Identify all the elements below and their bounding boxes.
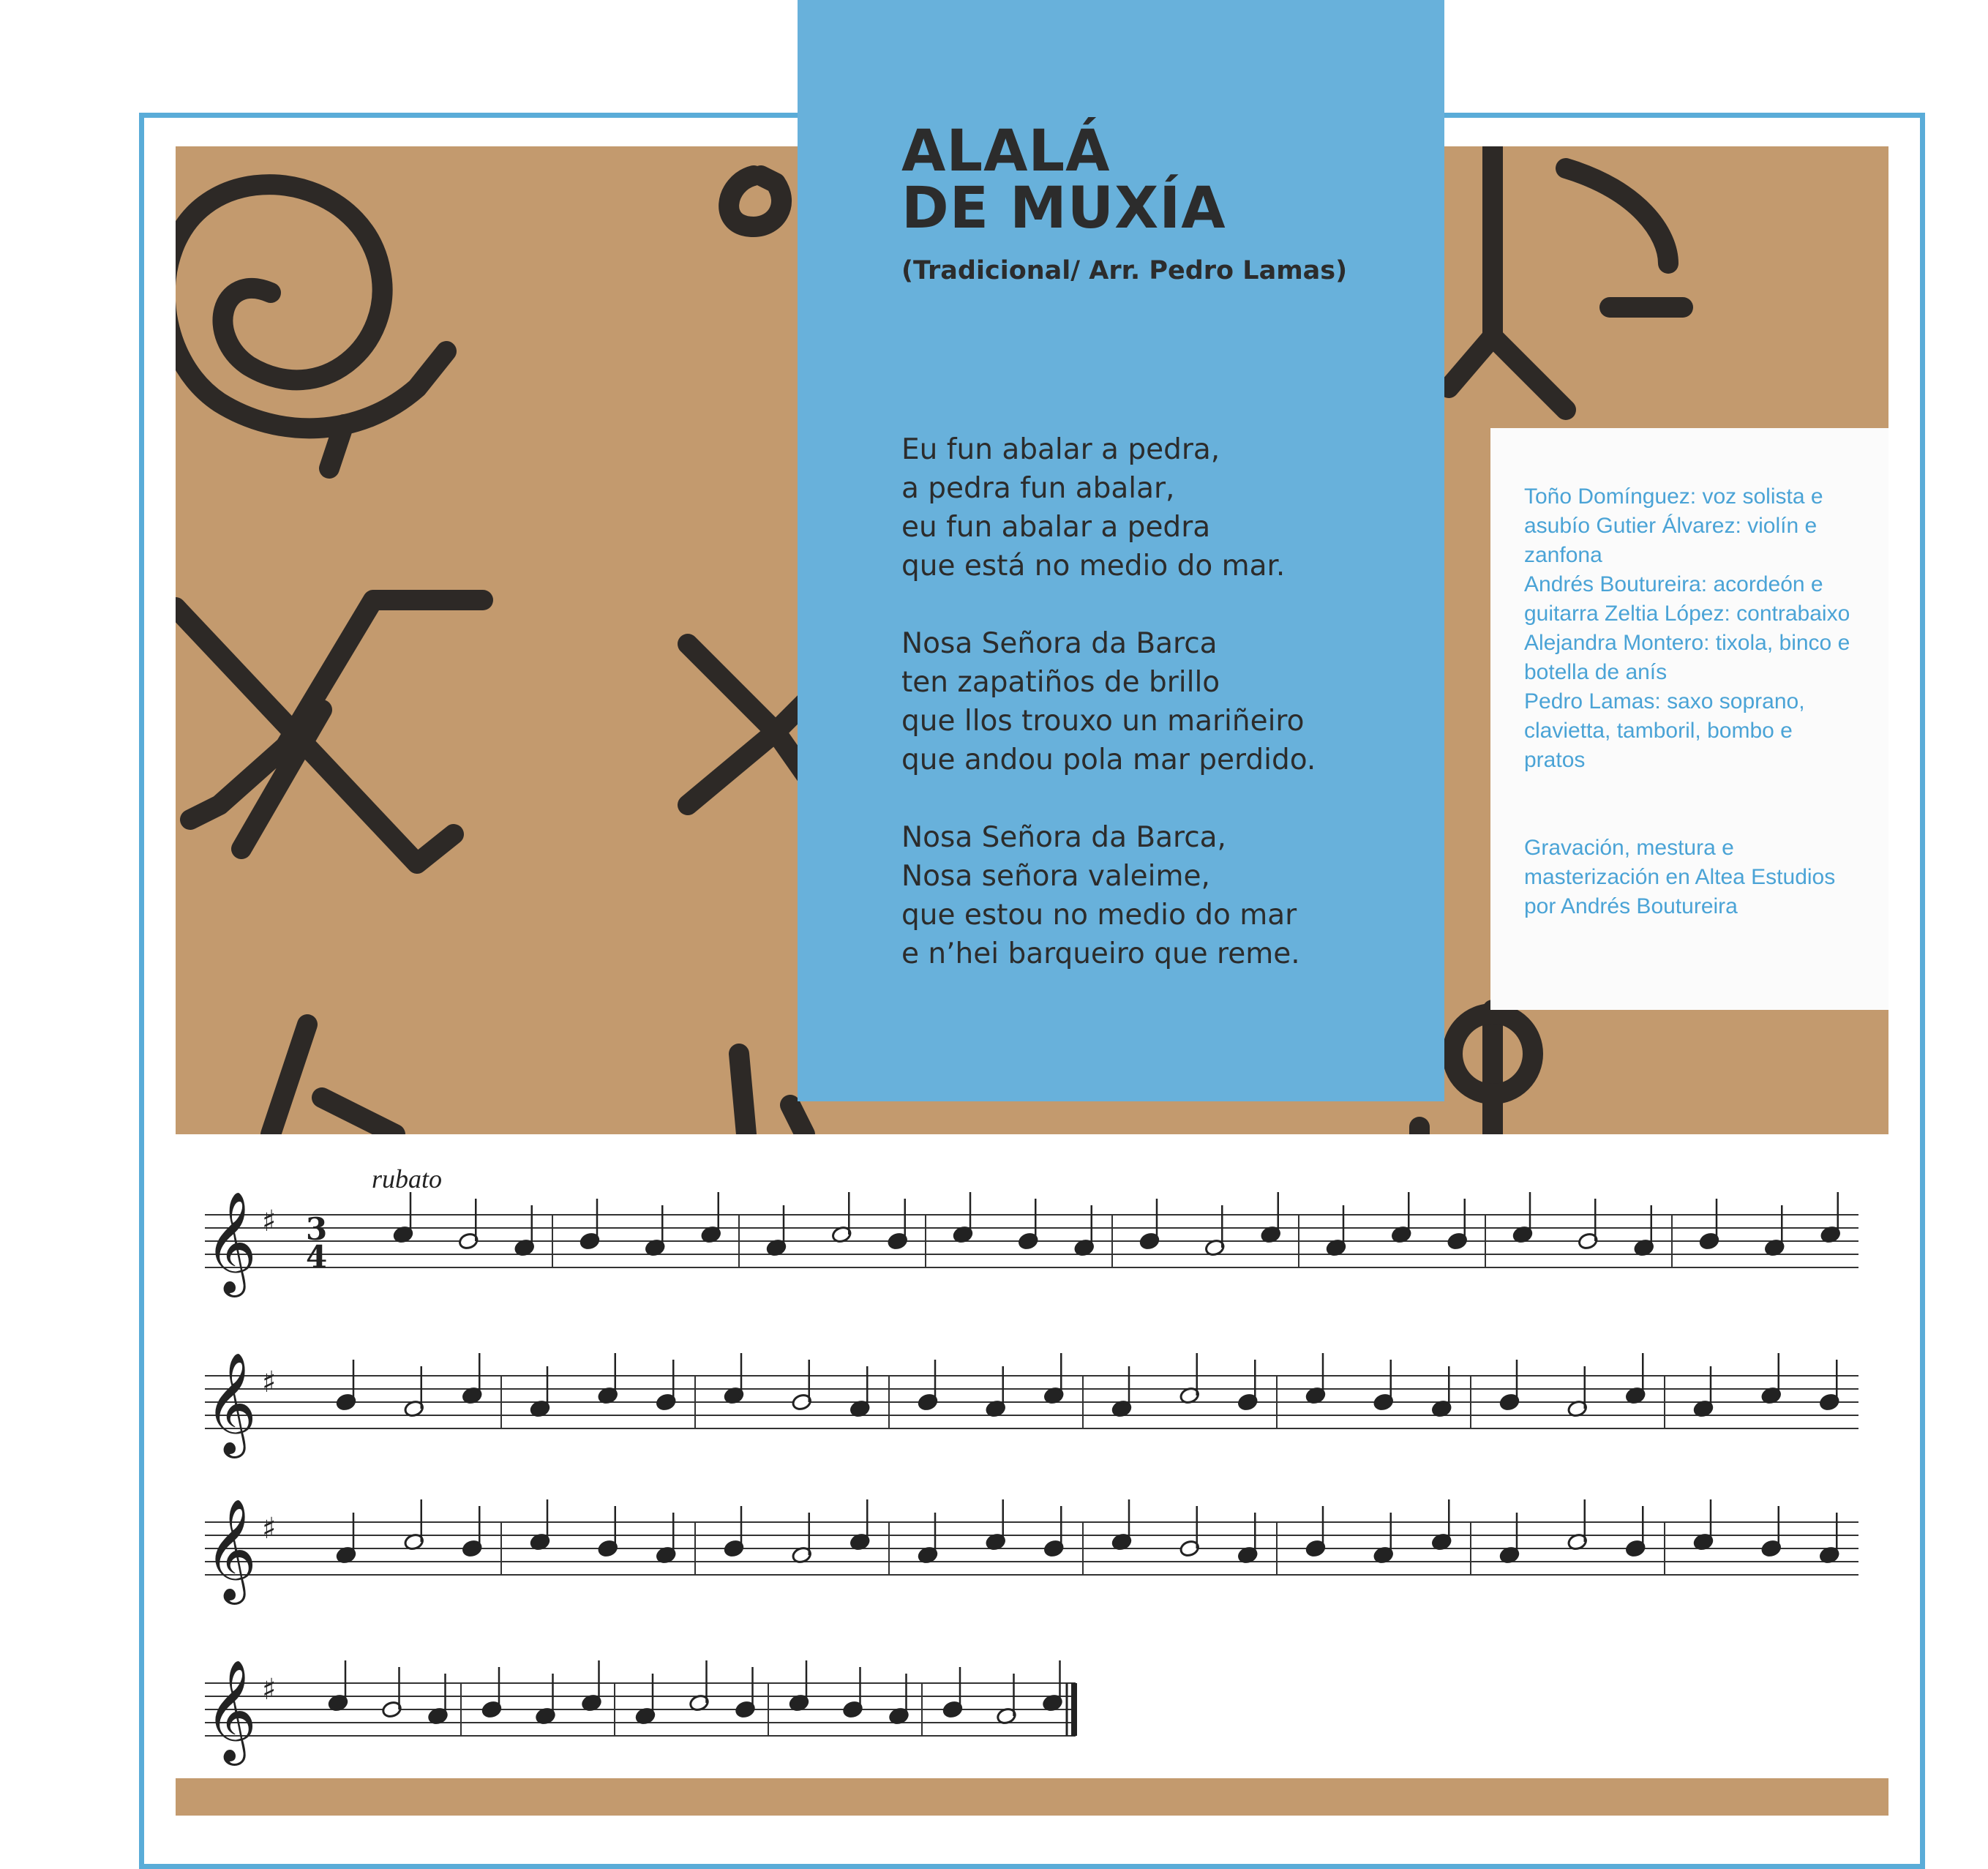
lyric-line: ten zapatiños de brillo — [901, 666, 1220, 699]
lyric-line: que estou no medio do mar — [901, 899, 1297, 932]
lyric-line: que llos trouxo un mariñeiro — [901, 705, 1305, 738]
credits-line: zanfona — [1524, 543, 1602, 567]
song-title — [901, 119, 1226, 241]
lyrics — [901, 430, 1316, 973]
treble-clef-icon: 𝄞 — [205, 1191, 257, 1293]
treble-clef-icon: 𝄞 — [205, 1352, 257, 1454]
lyric-line: Eu fun abalar a pedra, — [901, 433, 1220, 466]
final-bar-line-thick — [1071, 1683, 1077, 1736]
key-sharp-icon: ♯ — [262, 1205, 277, 1238]
treble-clef-icon: 𝄞 — [205, 1499, 257, 1600]
lyrics-stanza — [901, 430, 1316, 585]
tempo-marking: rubato — [372, 1164, 443, 1194]
bottom-photo-strip — [176, 1778, 1888, 1816]
song-subtitle: (Tradicional/ Arr. Pedro Lamas) — [901, 256, 1348, 285]
credits-line: Gravación, mestura e — [1524, 836, 1734, 860]
time-signature-bottom: 4 — [306, 1239, 328, 1275]
key-sharp-icon: ♯ — [262, 1512, 277, 1546]
song-title-line-2: DE MUXÍA — [901, 176, 1226, 241]
treble-clef-icon: 𝄞 — [205, 1660, 257, 1761]
credits-panel — [1490, 428, 1888, 1010]
lyric-line: a pedra fun abalar, — [901, 472, 1175, 505]
credits-line: asubío Gutier Álvarez: violín e — [1524, 514, 1818, 538]
lyric-line: e n’hei barqueiro que reme. — [901, 937, 1300, 970]
key-sharp-icon: ♯ — [262, 1366, 277, 1399]
lyric-line: Nosa Señora da Barca, — [901, 821, 1226, 854]
credits-spacer — [1524, 775, 1883, 834]
credits-text — [1524, 482, 1883, 921]
time-signature-top: 3 — [306, 1211, 328, 1247]
credits-line: guitarra Zeltia López: contrabaixo — [1524, 602, 1850, 626]
title-panel — [798, 0, 1444, 1101]
lyrics-stanza — [901, 624, 1316, 779]
credits-line: masterización en Altea Estudios — [1524, 865, 1836, 889]
credits-line: Pedro Lamas: saxo soprano, — [1524, 689, 1805, 713]
credits-line: clavietta, tamboril, bombo e — [1524, 719, 1793, 743]
song-title-line-1: ALALÁ — [901, 119, 1111, 184]
credits-line: Andrés Boutureira: acordeón e — [1524, 572, 1823, 596]
credits-line: Toño Domínguez: voz solista e — [1524, 484, 1823, 509]
key-sharp-icon: ♯ — [262, 1673, 277, 1707]
credits-line: por Andrés Boutureira — [1524, 894, 1738, 918]
lyrics-stanza — [901, 818, 1316, 973]
credits-line: botella de anís — [1524, 660, 1668, 684]
lyric-line: que andou pola mar perdido. — [901, 744, 1316, 776]
lyric-line: Nosa señora valeime, — [901, 860, 1210, 893]
credits-line: Alejandra Montero: tixola, binco e — [1524, 631, 1850, 655]
sheet-music — [176, 1171, 1888, 1778]
lyric-line: Nosa Señora da Barca — [901, 627, 1218, 660]
lyric-line: eu fun abalar a pedra — [901, 511, 1211, 544]
lyric-line: que está no medio do mar. — [901, 550, 1286, 583]
credits-line: pratos — [1524, 748, 1586, 772]
